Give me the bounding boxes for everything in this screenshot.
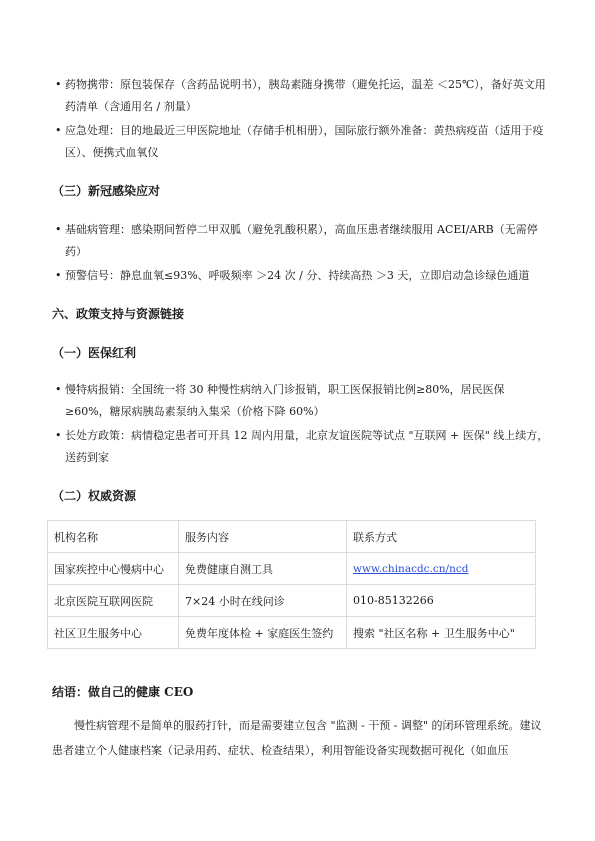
table-header-row (48, 521, 536, 553)
cdc-website-link[interactable]: www.chinacdc.cn/ncd (353, 563, 469, 575)
list-item (55, 379, 549, 423)
insurance-reimbursement-text: 慢特病报销：全国统一将 30 种慢性病纳入门诊报销，职工医保报销比例≥80%，居民医保≥60%，糖尿病胰岛素泵纳入集采（价格下降 60%） (65, 383, 505, 418)
table-cell: 7×24 小时在线问诊 (179, 585, 347, 617)
long-prescription-text: 长处方政策：病情稳定患者可开具 12 周内用量，北京友谊医院等试点 "互联网 + 医保" 线上续方，送药到家 (65, 429, 549, 464)
list-item (55, 120, 549, 164)
table-cell (347, 553, 536, 585)
resources-heading: （二）权威资源 (52, 489, 137, 503)
bullet-icon: • (55, 124, 62, 137)
table-row (48, 585, 536, 617)
list-item (55, 425, 549, 469)
table-cell: 北京医院互联网医院 (48, 585, 179, 617)
travel-medication-text: 药物携带：原包装保存（含药品说明书），胰岛素随身携带（避免托运，温差 ＜25℃），备好英文用药清单（含通用名 / 剂量） (65, 78, 546, 113)
bullet-icon: • (55, 383, 62, 396)
bullet-icon: • (55, 429, 62, 442)
table-cell: 010-85132266 (347, 585, 536, 617)
policy-section-heading: 六、政策支持与资源链接 (52, 307, 185, 321)
list-item (55, 74, 549, 118)
table-cell: 免费年度体检 + 家庭医生签约 (179, 617, 347, 649)
conclusion-paragraph: 慢性病管理不是简单的服药打针，而是需要建立包含 "监测 - 干预 - 调整" 的闭环管理系统。建议患者建立个人健康档案（记录用药、症状、检查结果），利用智能设备实现数据可视化（如血压 (52, 719, 542, 757)
table-header-cell: 联系方式 (347, 521, 536, 553)
bullet-icon: • (55, 223, 62, 236)
covid-management-text: 基础病管理：感染期间暂停二甲双胍（避免乳酸积累），高血压患者继续服用 ACEI/ARB（无需停药） (65, 223, 538, 258)
table-cell: 社区卫生服务中心 (48, 617, 179, 649)
bullet-icon: • (55, 78, 62, 91)
table-cell: 国家疾控中心慢病中心 (48, 553, 179, 585)
table-cell: 搜索 "社区名称 + 卫生服务中心" (347, 617, 536, 649)
list-item (55, 219, 549, 263)
insurance-heading: （一）医保红利 (52, 346, 137, 360)
travel-emergency-text: 应急处理：目的地最近三甲医院地址（存储手机相册），国际旅行额外准备：黄热病疫苗（适用于疫区）、便携式血氧仪 (65, 124, 544, 159)
table-cell: 免费健康自测工具 (179, 553, 347, 585)
table-header-cell: 服务内容 (179, 521, 347, 553)
resources-table (47, 520, 536, 649)
bullet-icon: • (55, 269, 62, 282)
list-item (55, 265, 549, 287)
covid-warning-text: 预警信号：静息血氧≤93%、呼吸频率 ＞24 次 / 分、持续高热 ＞3 天，立即启动急诊绿色通道 (65, 269, 530, 282)
table-row (48, 617, 536, 649)
covid-heading: （三）新冠感染应对 (52, 184, 161, 198)
table-row (48, 553, 536, 585)
conclusion-heading: 结语：做自己的健康 CEO (52, 685, 194, 699)
table-header-cell: 机构名称 (48, 521, 179, 553)
